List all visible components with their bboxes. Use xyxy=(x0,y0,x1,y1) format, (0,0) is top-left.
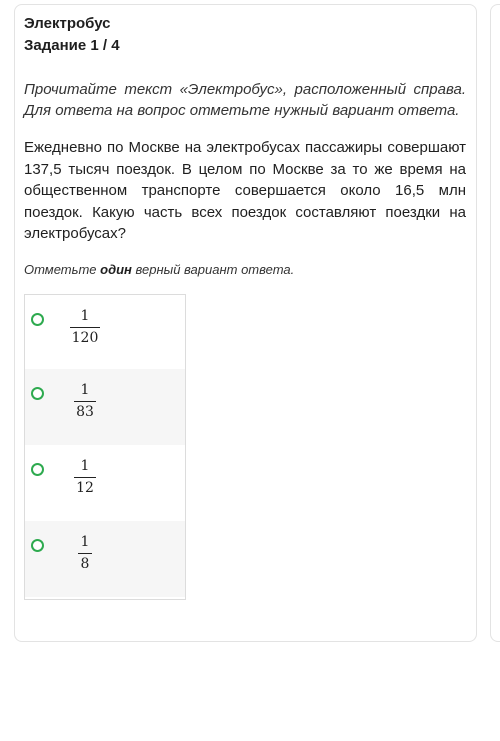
fraction-numerator: 1 xyxy=(80,534,90,550)
fraction-numerator: 1 xyxy=(80,308,90,324)
task-header xyxy=(24,13,464,57)
prompt-after: верный вариант ответа. xyxy=(131,262,295,277)
radio-button[interactable] xyxy=(31,463,44,476)
radio-button[interactable] xyxy=(31,387,44,400)
fraction-numerator: 1 xyxy=(80,382,90,398)
fraction-numerator: 1 xyxy=(80,458,90,474)
fraction-denominator: 8 xyxy=(80,556,90,572)
next-task-card-edge xyxy=(490,4,500,642)
fraction xyxy=(69,308,101,347)
problem-text: Ежедневно по Москве на электробусах пассажиры совершают 137,5 тысяч поездок. В целом по Москве за то же время на общественном транспорте совершается около 16,5 млн поездок. Какую часть всех поездок составляют поездки на электробусах? xyxy=(24,139,466,242)
task-title: Электробус xyxy=(24,15,111,32)
fraction-denominator: 120 xyxy=(71,330,99,346)
answer-prompt xyxy=(24,261,464,279)
fraction-denominator: 12 xyxy=(76,480,94,496)
answer-option-1[interactable] xyxy=(25,295,185,371)
fraction-denominator: 83 xyxy=(76,404,94,420)
fraction xyxy=(69,458,101,497)
radio-button[interactable] xyxy=(31,313,44,326)
answer-options xyxy=(24,294,186,600)
prompt-emphasis: один xyxy=(100,262,132,277)
answer-option-2[interactable] xyxy=(25,369,185,445)
task-instruction: Прочитайте текст «Электробус», расположенный справа. Для ответа на вопрос отметьте нужный вариант ответа. xyxy=(24,81,466,119)
fraction xyxy=(69,534,101,573)
fraction xyxy=(69,382,101,421)
radio-button[interactable] xyxy=(31,539,44,552)
answer-option-4[interactable] xyxy=(25,521,185,597)
task-counter: Задание 1 / 4 xyxy=(24,37,120,54)
answer-option-3[interactable] xyxy=(25,445,185,521)
prompt-before: Отметьте xyxy=(24,262,101,277)
